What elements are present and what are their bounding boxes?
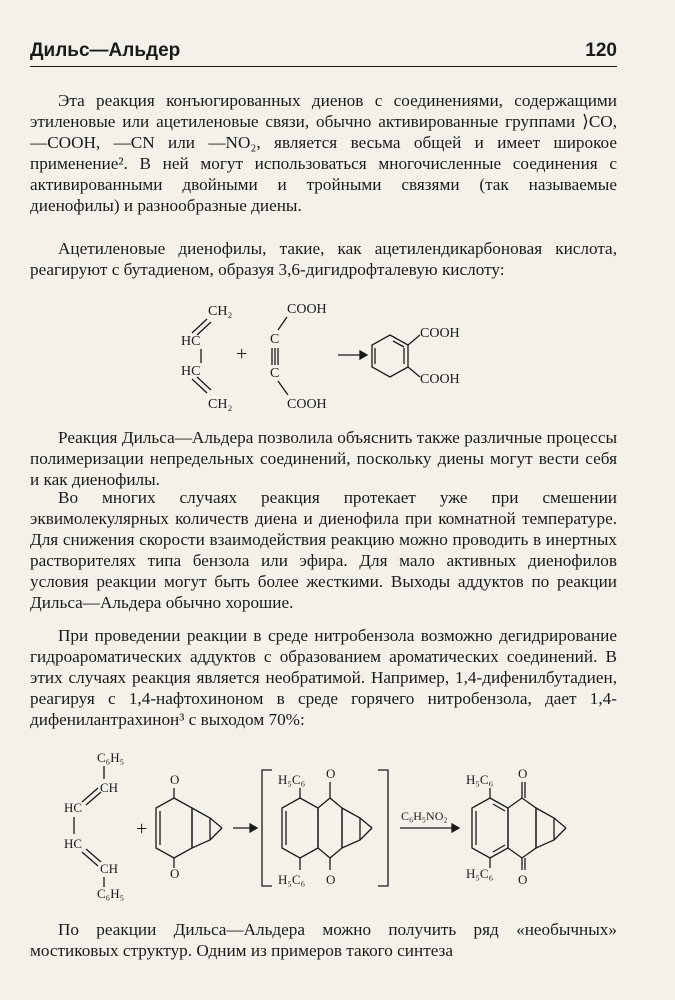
diene-ch-1: CH [100,780,119,795]
product-ring-middle [508,798,536,858]
bond [192,379,207,393]
paragraph-nitrobenzene: При проведении реакции в среде нитробензола возможно дегидрирование гидроароматических аддуктов с образованием ароматических соединений. В этих случаях реакция является необратимой. Например, 1,4-дифенилбутадиен, реагируя с 1,4-нафтохиноном в среде горячего нитробензола, дает 1,4-дифенилантрахинон³ с выходом 70%: [30,626,617,730]
product-oxygen-bottom: O [518,872,528,887]
bond [408,335,420,345]
alkyne-c-upper: C [270,332,280,347]
bracket-right [378,770,388,886]
bond [86,792,101,805]
benzo-ring [192,808,210,848]
bond [554,818,566,828]
bond [360,828,372,840]
bond [554,828,566,840]
diene-hc-2: HC [64,800,83,815]
reaction-arrow-head [452,824,459,832]
bond [82,852,98,866]
running-title: Дильс—Альдер [30,40,181,61]
reaction-scheme-diphenylanthraquinone [0,748,675,913]
running-header [30,38,617,67]
reaction-arrow-head [250,824,257,832]
diene-ch2-bottom: CH₂ [208,397,233,412]
cyclohexadiene-ring [372,335,408,377]
adduct-oxygen-top: O [326,766,336,781]
bracket-left [262,770,272,886]
diene-ch-4: CH [100,861,119,876]
alkyne-cooh-top: COOH [287,302,327,317]
product-cooh-bottom: COOH [420,372,460,387]
paragraph-bridged-structures: По реакции Дильса—Альдера можно получить ряд «необычных» мостиковых структур. Одним из примеров такого синтеза [30,920,617,961]
bond [86,849,101,862]
product-ring-left [472,798,508,858]
alkyne-cooh-bottom: COOH [287,397,327,412]
diene-hc-3: HC [64,836,83,851]
bond [278,381,288,395]
adduct-oxygen-bottom: O [326,872,336,887]
bond [360,818,372,828]
bond [278,317,287,330]
paragraph-conditions: Во многих случаях реакция протекает уже при смешении эквимолекулярных количеств диена и диенофила при комнатной температуре. Для снижения скорости взаимодействия реакцию можно проводить в инертных растворителях типа бензола или эфира. Для мало активных диенофилов условия реакции могут быть более жесткими. Выходы аддуктов по реакции Дильса—Альдера обычно хорошие. [30,488,617,613]
diene-c6h5-top: C₆H₅ [97,750,125,765]
reaction-scheme-dihydrophthalic [0,295,675,420]
adduct-h5c6-bottom: H₅C₆ [278,872,306,887]
diene-c6h5-bottom: C₆H₅ [97,886,125,901]
quinone-oxygen-bottom: O [170,866,180,881]
reagent-nitrobenzene: C₆H₅NO₂ [401,809,448,823]
quinone-ring [156,798,192,858]
quinone-oxygen-top: O [170,772,180,787]
alkyne-c-lower: C [270,366,280,381]
adduct-ring-right [342,808,360,848]
product-ring-right [536,808,554,848]
reaction-arrow-head [360,351,367,359]
bond [210,818,222,828]
bond [210,828,222,840]
product-h5c6-top: H₅C₆ [466,772,494,787]
bond [197,322,211,335]
plus-sign: + [236,343,248,365]
bond [197,377,211,390]
adduct-ring-left [282,798,318,858]
product-cooh-top: COOH [420,326,460,341]
diene-hc-upper: HC [181,334,201,349]
bond [82,788,98,802]
plus-sign: + [136,818,148,840]
bond [408,367,420,377]
adduct-ring-middle [318,798,342,858]
product-h5c6-bottom: H₅C₆ [466,866,494,881]
paragraph-diene-reaction: Эта реакция конъюгированных диенов с соединениями, содержащими этиленовые или ацетиленовые связи, обычно активированные группами ⟩CO, —COOH, —CN или —NO₂, является весьма общей и имеет широкое применение². В ней могут использоваться многочисленные соединения с активированными двойными и тройными связями (так называемые диенофилы) и разнообразные диены. [30,91,617,216]
diene-hc-lower: HC [181,364,201,379]
diene-ch2-top: CH₂ [208,304,233,319]
paragraph-polymerization: Реакция Дильса—Альдера позволила объяснить также различные процессы полимеризации непредельных соединений, поскольку диены могут вести себя и как диенофилы. [30,428,617,490]
page-number: 120 [585,40,617,61]
paragraph-acetylenic-dienophiles: Ацетиленовые диенофилы, такие, как ацетилендикарбоновая кислота, реагируют с бутадиеном, образуя 3,6-дигидрофталевую кислоту: [30,239,617,280]
adduct-h5c6-top: H₅C₆ [278,772,306,787]
product-oxygen-top: O [518,766,528,781]
bond [192,319,207,333]
